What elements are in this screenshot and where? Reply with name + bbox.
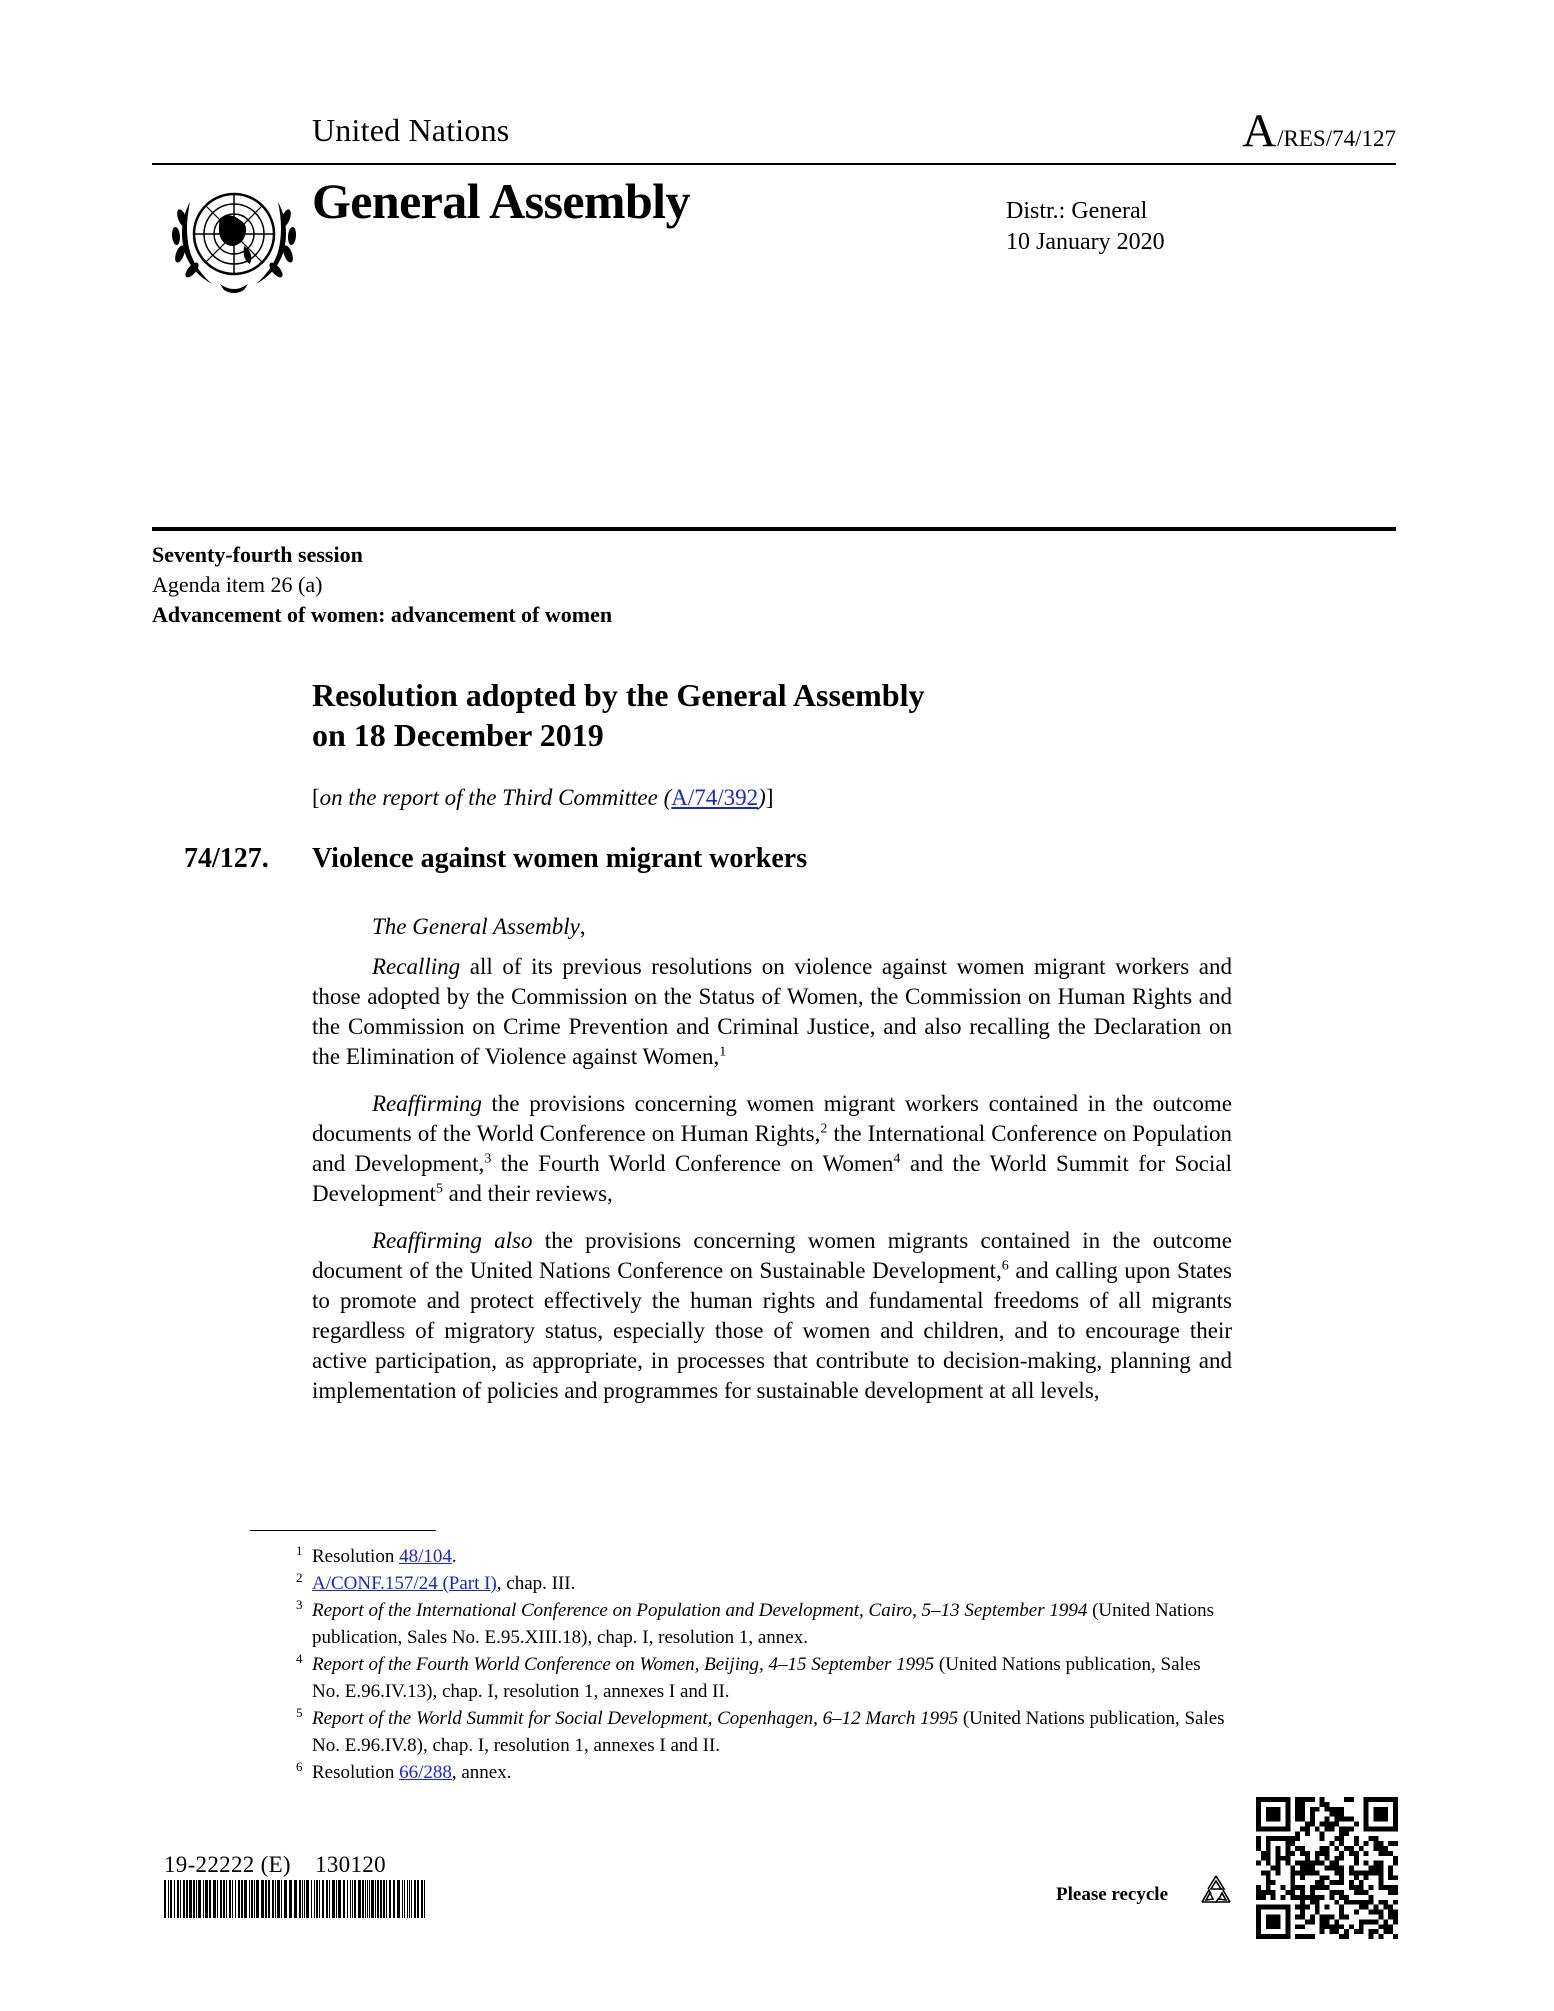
org-name: United Nations (312, 112, 510, 148)
footnote-6: 6 Resolution 66/288, annex. (296, 1759, 512, 1783)
resolution-body (312, 912, 1232, 1423)
footnotes (296, 1543, 1226, 1786)
paragraph-lead: Recalling (372, 954, 461, 979)
distribution-block (1006, 196, 1165, 258)
report-note-text: on the report of the Third Committee ( (319, 785, 672, 810)
footnote-ref[interactable]: 4 (893, 1151, 901, 1167)
un-emblem-icon (160, 172, 308, 300)
resolution-number: 74/127. (184, 843, 269, 874)
footnote-rule (250, 1530, 436, 1531)
report-note: [on the report of the Third Committee (A/74/392)] (312, 785, 774, 810)
session-name: Seventy-fourth session (152, 542, 363, 567)
resolution-heading: Violence against women migrant workers (312, 843, 808, 874)
assembly-title: General Assembly (312, 173, 690, 229)
paragraph-recalling: Recalling all of its previous resolutions on violence against women migrant workers and those adopted by the Commission on the Status of Women, the Commission on Human Rights and the Commission on Crime Prevention and Criminal Justice, and also recalling the Declaration on the Elimination of Violence against Women,$^1$ (312, 954, 1232, 1069)
footnote-ref[interactable]: 6 (1001, 1258, 1009, 1274)
qr-code-icon (1256, 1797, 1398, 1939)
symbol-code: /RES/74/127 (1277, 126, 1396, 151)
recycle-label: Please recycle (1056, 1884, 1168, 1905)
session-info (152, 540, 612, 630)
preamble-intro: The General Assembly, (372, 914, 586, 939)
symbol-letter: A (1242, 105, 1277, 157)
paragraph-lead: Reaffirming also (372, 1228, 533, 1253)
footnote-ref[interactable]: 3 (484, 1151, 492, 1167)
footnote-1: 1 Resolution 48/104. (296, 1543, 457, 1567)
barcode-icon (164, 1880, 426, 1918)
session-rule (152, 527, 1396, 531)
report-link[interactable]: A/74/392 (671, 785, 759, 810)
footnote-ref[interactable]: 2 (820, 1121, 828, 1137)
issue-date: 10 January 2020 (1006, 229, 1165, 255)
footnote-link[interactable]: 48/104 (399, 1546, 452, 1567)
footnote-3: 3 Report of the International Conference on Population and Development, Cairo, 5–13 September 1994 (United Nations publication, Sales No. E.95.XIII.18), chap. I, resolution 1, annex. (296, 1597, 1215, 1648)
footnote-2: 2 A/CONF.157/24 (Part I), chap. III. (296, 1570, 576, 1594)
footnote-link[interactable]: 66/288 (399, 1762, 452, 1783)
agenda-topic: Advancement of women: advancement of women (152, 602, 613, 627)
footnote-5: 5 Report of the World Summit for Social Development, Copenhagen, 6–12 March 1995 (United Nations publication, Sales No. E.96.IV.8), chap. I, resolution 1, annexes I and II. (296, 1705, 1225, 1756)
paragraph-reaffirming-also: Reaffirming also the provisions concerning women migrants contained in the outcome document of the United Nations Conference on Sustainable Development,$^6$ and calling upon States to promote and protect effectively the human rights and fundamental freedoms of all migrants regardless of migratory status, especially those of women and children, and to encourage their active participation, as appropriate, in processes that contribute to decision-making, planning and implementation of policies and programmes for sustainable development at all levels, (312, 1228, 1232, 1403)
resolution-title-line2: on 18 December 2019 (312, 717, 604, 753)
agenda-item: Agenda item 26 (a) (152, 572, 323, 597)
header-rule (152, 163, 1396, 165)
resolution-title-line1: Resolution adopted by the General Assembly (312, 677, 925, 713)
recycle-icon (1196, 1872, 1236, 1912)
footnote-4: 4 Report of the Fourth World Conference on Women, Beijing, 4–15 September 1995 (United Nations publication, Sales No. E.96.IV.13), chap. I, resolution 1, annexes I and II. (296, 1651, 1201, 1702)
paragraph-reaffirming: Reaffirming the provisions concerning women migrant workers contained in the outcome documents of the World Conference on Human Rights,$^2$ the International Conference on Population and Development,$^3$ the Fourth World Conference on Women$^4$ and the World Summit for Social Development$^5$ and their reviews, (312, 1091, 1233, 1206)
paragraph-lead: Reaffirming (372, 1091, 482, 1116)
document-number: 19-22222 (E) 130120 (164, 1852, 386, 1877)
footnote-ref[interactable]: 5 (435, 1181, 443, 1197)
resolution-title (312, 675, 924, 755)
distribution: Distr.: General (1006, 198, 1148, 224)
document-symbol (1242, 104, 1396, 158)
footnote-ref[interactable]: 1 (719, 1044, 727, 1060)
footnote-link[interactable]: A/CONF.157/24 (Part I) (312, 1573, 497, 1594)
